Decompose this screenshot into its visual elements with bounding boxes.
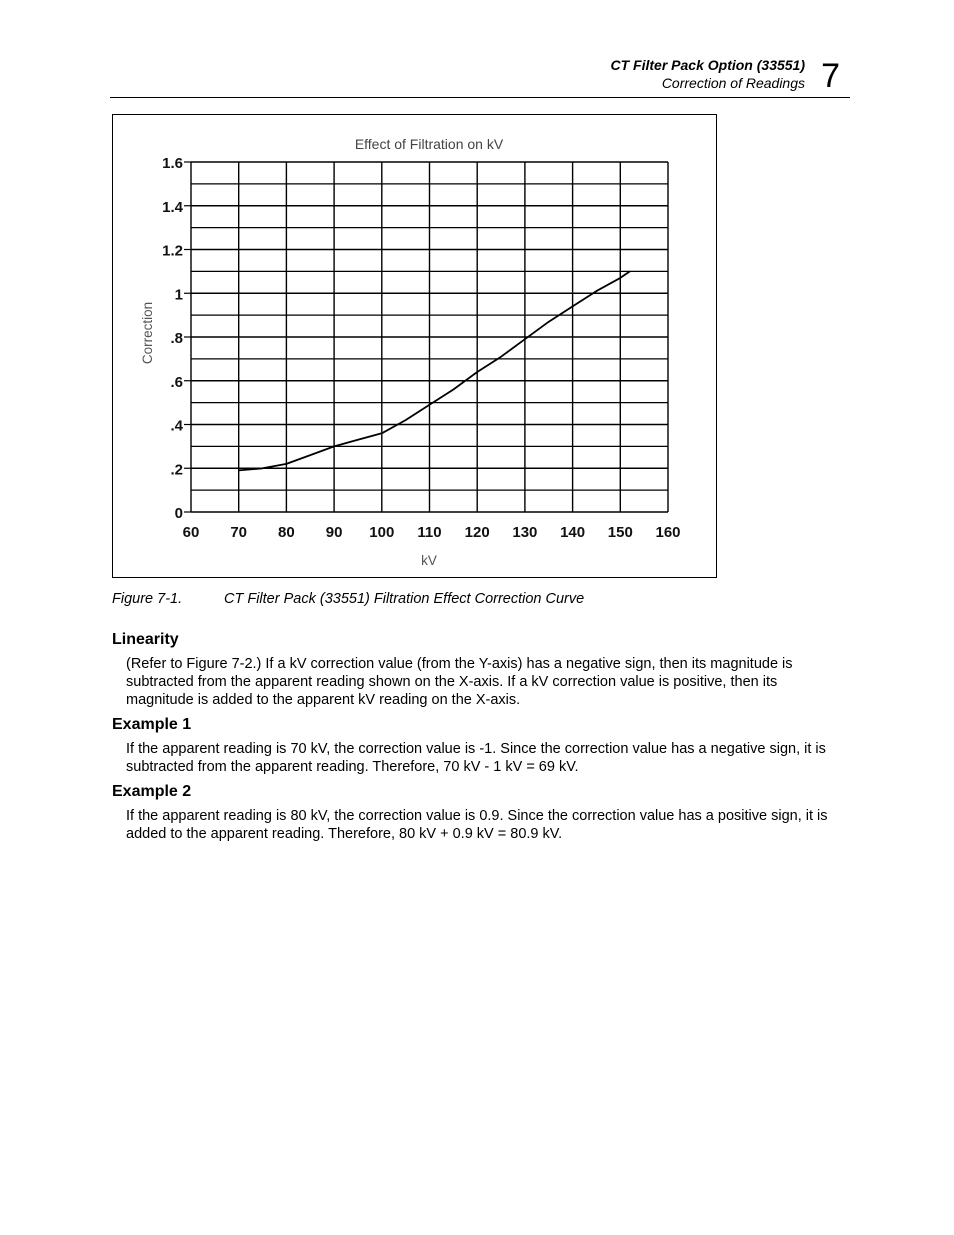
x-tick-label: 140 — [560, 524, 586, 541]
x-tick-label: 150 — [607, 524, 633, 541]
header-subtitle: Correction of Readings — [661, 75, 805, 91]
y-tick-label: 1.4 — [162, 198, 183, 216]
data-point — [596, 290, 597, 291]
data-point — [357, 439, 358, 440]
y-tick-label: 1.2 — [162, 242, 183, 260]
section-heading-example-2: Example 2 — [112, 783, 192, 800]
data-point — [381, 433, 382, 434]
data-point — [310, 455, 311, 456]
data-point — [548, 321, 549, 322]
data-point — [477, 371, 478, 372]
data-point — [500, 356, 501, 357]
data-point — [262, 468, 263, 469]
data-point — [524, 339, 525, 340]
figure-frame — [112, 114, 717, 578]
chart-grid — [191, 162, 668, 512]
data-point — [620, 277, 621, 278]
figure-caption — [112, 591, 584, 607]
y-tick-label: .4 — [170, 417, 183, 435]
header-title: CT Filter Pack Option (33551) — [610, 57, 805, 73]
series-line — [239, 271, 630, 470]
x-axis-label: kV — [421, 553, 437, 568]
section-heading-linearity: Linearity — [112, 631, 179, 648]
data-point — [286, 463, 287, 464]
x-tick-label: 70 — [230, 524, 248, 541]
y-tick-label: .6 — [170, 373, 183, 391]
data-point — [334, 446, 335, 447]
header-titles — [611, 56, 806, 92]
data-point — [572, 306, 573, 307]
data-point — [429, 404, 430, 405]
section-heading-example-1: Example 1 — [112, 716, 192, 733]
data-point — [629, 271, 630, 272]
y-tick-label: 0 — [174, 505, 183, 522]
x-tick-label: 130 — [512, 524, 538, 541]
data-point — [238, 470, 239, 471]
x-tick-label: 160 — [655, 524, 681, 541]
chart-series — [238, 271, 630, 471]
y-tick-label: .8 — [170, 330, 183, 347]
x-tick-label: 110 — [417, 524, 442, 541]
x-tick-label: 120 — [464, 524, 490, 541]
data-point — [405, 420, 406, 421]
y-tick-label: 1 — [174, 286, 183, 304]
page-header — [110, 56, 850, 98]
y-tick-label: 1.6 — [162, 155, 183, 172]
figure-label: Figure 7-1. — [112, 591, 183, 607]
correction-chart — [113, 115, 716, 577]
chart-ticks — [162, 155, 680, 541]
section-text-linearity: (Refer to Figure 7-2.) If a kV correction value (from the Y-axis) has a negative sign, then its magnitude is subtracted from the apparent reading shown on the X-axis. If a kV correction value is positive, then its magnitude is added to the apparent kV reading on the X-axis. — [126, 656, 793, 708]
x-tick-label: 80 — [278, 524, 295, 541]
x-tick-label: 90 — [325, 524, 343, 541]
chart-title: Effect of Filtration on kV — [354, 136, 504, 152]
y-axis-label: Correction — [140, 301, 155, 365]
figure-caption-text: CT Filter Pack (33551) Filtration Effect Correction Curve — [224, 591, 585, 607]
y-tick-label: .2 — [170, 461, 183, 479]
x-tick-label: 60 — [182, 524, 200, 541]
data-point — [453, 389, 454, 390]
chapter-number: 7 — [821, 57, 840, 95]
x-tick-label: 100 — [369, 524, 395, 541]
section-text-example-2: If the apparent reading is 80 kV, the correction value is 0.9. Since the correction value has a positive sign, it is added to the apparent reading. Therefore, 80 kV + 0.9 kV = 80.9 kV. — [126, 808, 828, 842]
section-text-example-1: If the apparent reading is 70 kV, the correction value is -1. Since the correction value has a negative sign, it is subtracted from the apparent reading. Therefore, 70 kV - 1 kV = 69 kV. — [126, 741, 826, 775]
